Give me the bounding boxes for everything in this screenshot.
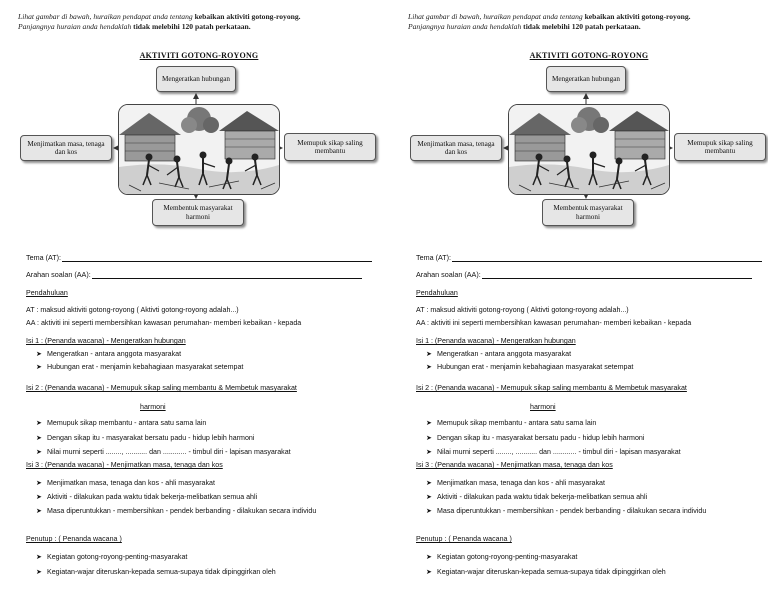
list-item: ➤ Nilai murni seperti ........, ........... dan ............ - timbul diri - lapisan masyarakat bbox=[36, 448, 291, 456]
worksheet-left bbox=[18, 0, 386, 594]
instruction-text-1: Lihat gambar di bawah, huraikan pendapat anda tentang bbox=[408, 12, 583, 21]
list-item: ➤ Aktiviti - dilakukan pada waktu tidak bekerja-melibatkan semua ahli bbox=[36, 493, 258, 501]
pendahuluan-heading: Pendahuluan bbox=[416, 289, 458, 297]
pendahuluan-at: AT : maksud aktiviti gotong-royong ( Aktivti gotong-royong adalah...) bbox=[26, 306, 239, 314]
tema-field bbox=[26, 253, 372, 262]
penutup-heading: Penutup : ( Penanda wacana ) bbox=[416, 535, 512, 543]
list-item: ➤ Nilai murni seperti ........, ........... dan ............ - timbul diri - lapisan masyarakat bbox=[426, 448, 681, 456]
instruction bbox=[408, 12, 768, 31]
list-item: ➤ Menjimatkan masa, tenaga dan kos - ahli masyarakat bbox=[426, 479, 605, 487]
point-menjimatkan-masa: Menjimatkan masa, tenaga dan kos bbox=[410, 135, 502, 161]
gotong-royong-illustration bbox=[118, 104, 280, 195]
tema-underline bbox=[452, 253, 762, 262]
instruction-text-2: Panjangnya huraian anda hendaklah bbox=[18, 21, 132, 31]
tema-label: Tema (AT): bbox=[26, 253, 62, 262]
isi1-heading: Isi 1 : (Penanda wacana) - Mengeratkan hubungan bbox=[26, 337, 186, 345]
pendahuluan-aa: AA : aktiviti ini seperti membersihkan kawasan perumahan- memberi kebaikan - kepada bbox=[416, 319, 692, 327]
list-item: ➤ Mengeratkan - antara anggota masyarakat bbox=[426, 350, 572, 358]
instruction-text-2: Panjangnya huraian anda hendaklah bbox=[408, 21, 522, 31]
list-item: ➤ Masa diperuntukkan - membersihkan - pendek berbanding - dilakukan secara individu bbox=[426, 507, 707, 515]
diagram-title: AKTIVITI GOTONG-ROYONG bbox=[139, 51, 259, 60]
point-membentuk-masyarakat: Membentuk masyarakat harmoni bbox=[542, 199, 634, 226]
arahan-underline bbox=[92, 270, 362, 279]
list-item: ➤ Hubungan erat - menjamin kebahagiaan masyarakat setempat bbox=[36, 363, 244, 371]
instruction-bold-1: kebaikan aktiviti gotong-royong. bbox=[194, 12, 301, 21]
list-item: ➤ Dengan sikap itu - masyarakat bersatu padu - hidup lebih harmoni bbox=[36, 434, 255, 442]
point-memupuk-sikap: Memupuk sikap saling membantu bbox=[284, 133, 376, 161]
instruction-text-1: Lihat gambar di bawah, huraikan pendapat anda tentang bbox=[18, 12, 193, 21]
pendahuluan-at: AT : maksud aktiviti gotong-royong ( Aktivti gotong-royong adalah...) bbox=[416, 306, 629, 314]
gotong-royong-illustration bbox=[508, 104, 670, 195]
list-item: ➤ Kegiatan-wajar diteruskan-kepada semua-supaya tidak dipinggirkan oleh bbox=[426, 568, 666, 576]
isi2-heading: Isi 2 : (Penanda wacana) - Memupuk sikap saling membantu & Membetuk masyarakat bbox=[26, 384, 297, 392]
pendahuluan-aa: AA : aktiviti ini seperti membersihkan kawasan perumahan- memberi kebaikan - kepada bbox=[26, 319, 302, 327]
list-item: ➤ Menjimatkan masa, tenaga dan kos - ahli masyarakat bbox=[36, 479, 215, 487]
list-item: ➤ Memupuk sikap membantu - antara satu sama lain bbox=[426, 419, 597, 427]
arahan-label: Arahan soalan (AA): bbox=[416, 270, 481, 279]
arahan-field bbox=[26, 270, 362, 279]
worksheet-right bbox=[408, 0, 768, 594]
isi1-heading: Isi 1 : (Penanda wacana) - Mengeratkan hubungan bbox=[416, 337, 576, 345]
arahan-underline bbox=[482, 270, 752, 279]
point-membentuk-masyarakat: Membentuk masyarakat harmoni bbox=[152, 199, 244, 226]
instruction-bold-2: tidak melebihi 120 patah perkataan. bbox=[133, 21, 251, 31]
list-item: ➤ Dengan sikap itu - masyarakat bersatu padu - hidup lebih harmoni bbox=[426, 434, 645, 442]
instruction-bold-1: kebaikan aktiviti gotong-royong. bbox=[584, 12, 691, 21]
diagram-title: AKTIVITI GOTONG-ROYONG bbox=[529, 51, 649, 60]
instruction bbox=[18, 12, 380, 31]
point-menjimatkan-masa: Menjimatkan masa, tenaga dan kos bbox=[20, 135, 112, 161]
point-mengeratkan-hubungan: Mengeratkan hubungan bbox=[156, 66, 236, 92]
list-item: ➤ Memupuk sikap membantu - antara satu sama lain bbox=[36, 419, 207, 427]
isi2-heading: Isi 2 : (Penanda wacana) - Memupuk sikap saling membantu & Membetuk masyarakat bbox=[416, 384, 687, 392]
tema-field bbox=[416, 253, 762, 262]
point-memupuk-sikap: Memupuk sikap saling membantu bbox=[674, 133, 766, 161]
penutup-heading: Penutup : ( Penanda wacana ) bbox=[26, 535, 122, 543]
list-item: ➤ Mengeratkan - antara anggota masyarakat bbox=[36, 350, 182, 358]
list-item: ➤ Kegiatan gotong-royong-penting-masyarakat bbox=[36, 553, 188, 561]
list-item: ➤ Aktiviti - dilakukan pada waktu tidak bekerja-melibatkan semua ahli bbox=[426, 493, 648, 501]
instruction-bold-2: tidak melebihi 120 patah perkataan. bbox=[523, 21, 641, 31]
list-item: ➤ Hubungan erat - menjamin kebahagiaan masyarakat setempat bbox=[426, 363, 634, 371]
isi3-heading: Isi 3 : (Penanda wacana) - Menjimatkan masa, tenaga dan kos bbox=[416, 461, 613, 469]
point-mengeratkan-hubungan: Mengeratkan hubungan bbox=[546, 66, 626, 92]
arahan-field bbox=[416, 270, 752, 279]
tema-underline bbox=[62, 253, 372, 262]
list-item: ➤ Kegiatan-wajar diteruskan-kepada semua-supaya tidak dipinggirkan oleh bbox=[36, 568, 276, 576]
isi2-heading-cont: harmoni bbox=[140, 403, 166, 411]
isi3-heading: Isi 3 : (Penanda wacana) - Menjimatkan masa, tenaga dan kos bbox=[26, 461, 223, 469]
list-item: ➤ Kegiatan gotong-royong-penting-masyarakat bbox=[426, 553, 578, 561]
arahan-label: Arahan soalan (AA): bbox=[26, 270, 91, 279]
list-item: ➤ Masa diperuntukkan - membersihkan - pendek berbanding - dilakukan secara individu bbox=[36, 507, 317, 515]
tema-label: Tema (AT): bbox=[416, 253, 452, 262]
pendahuluan-heading: Pendahuluan bbox=[26, 289, 68, 297]
isi2-heading-cont: harmoni bbox=[530, 403, 556, 411]
